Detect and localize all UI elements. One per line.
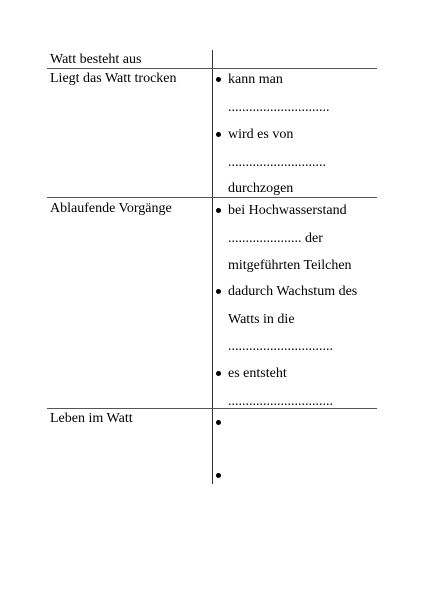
- row-label-ablaufende-vorgaenge: Ablaufende Vorgänge: [50, 201, 172, 216]
- row-label-liegt-das-watt-trocken: Liegt das Watt trocken: [50, 71, 177, 86]
- row3-line-3: mitgeführten Teilchen: [228, 258, 352, 273]
- row-divider: [47, 197, 377, 198]
- row3-line-7: es entsteht: [228, 366, 287, 381]
- row2-line-5: durchzogen: [228, 181, 294, 196]
- bullet-icon: [216, 208, 221, 213]
- row3-line-6: ..............................: [228, 339, 333, 354]
- row2-line-1: kann man: [228, 72, 283, 87]
- row-divider: [47, 68, 377, 69]
- bullet-icon: [216, 132, 221, 137]
- row3-line-8: ..............................: [228, 394, 333, 409]
- column-divider: [212, 50, 213, 484]
- row2-line-3: wird es von: [228, 127, 294, 142]
- row2-line-4: ............................: [228, 155, 326, 170]
- bullet-icon: [216, 289, 221, 294]
- bullet-icon: [216, 473, 221, 478]
- row3-line-1: bei Hochwasserstand: [228, 203, 347, 218]
- row3-line-4: dadurch Wachstum des: [228, 284, 358, 299]
- bullet-icon: [216, 77, 221, 82]
- row3-line-2: ..................... der: [228, 231, 323, 246]
- bullet-icon: [216, 420, 221, 425]
- bullet-icon: [216, 371, 221, 376]
- row-label-watt-besteht-aus: Watt besteht aus: [50, 52, 142, 67]
- row2-line-2: .............................: [228, 100, 330, 115]
- row3-line-5: Watts in die: [228, 312, 295, 327]
- row-label-leben-im-watt: Leben im Watt: [50, 411, 133, 426]
